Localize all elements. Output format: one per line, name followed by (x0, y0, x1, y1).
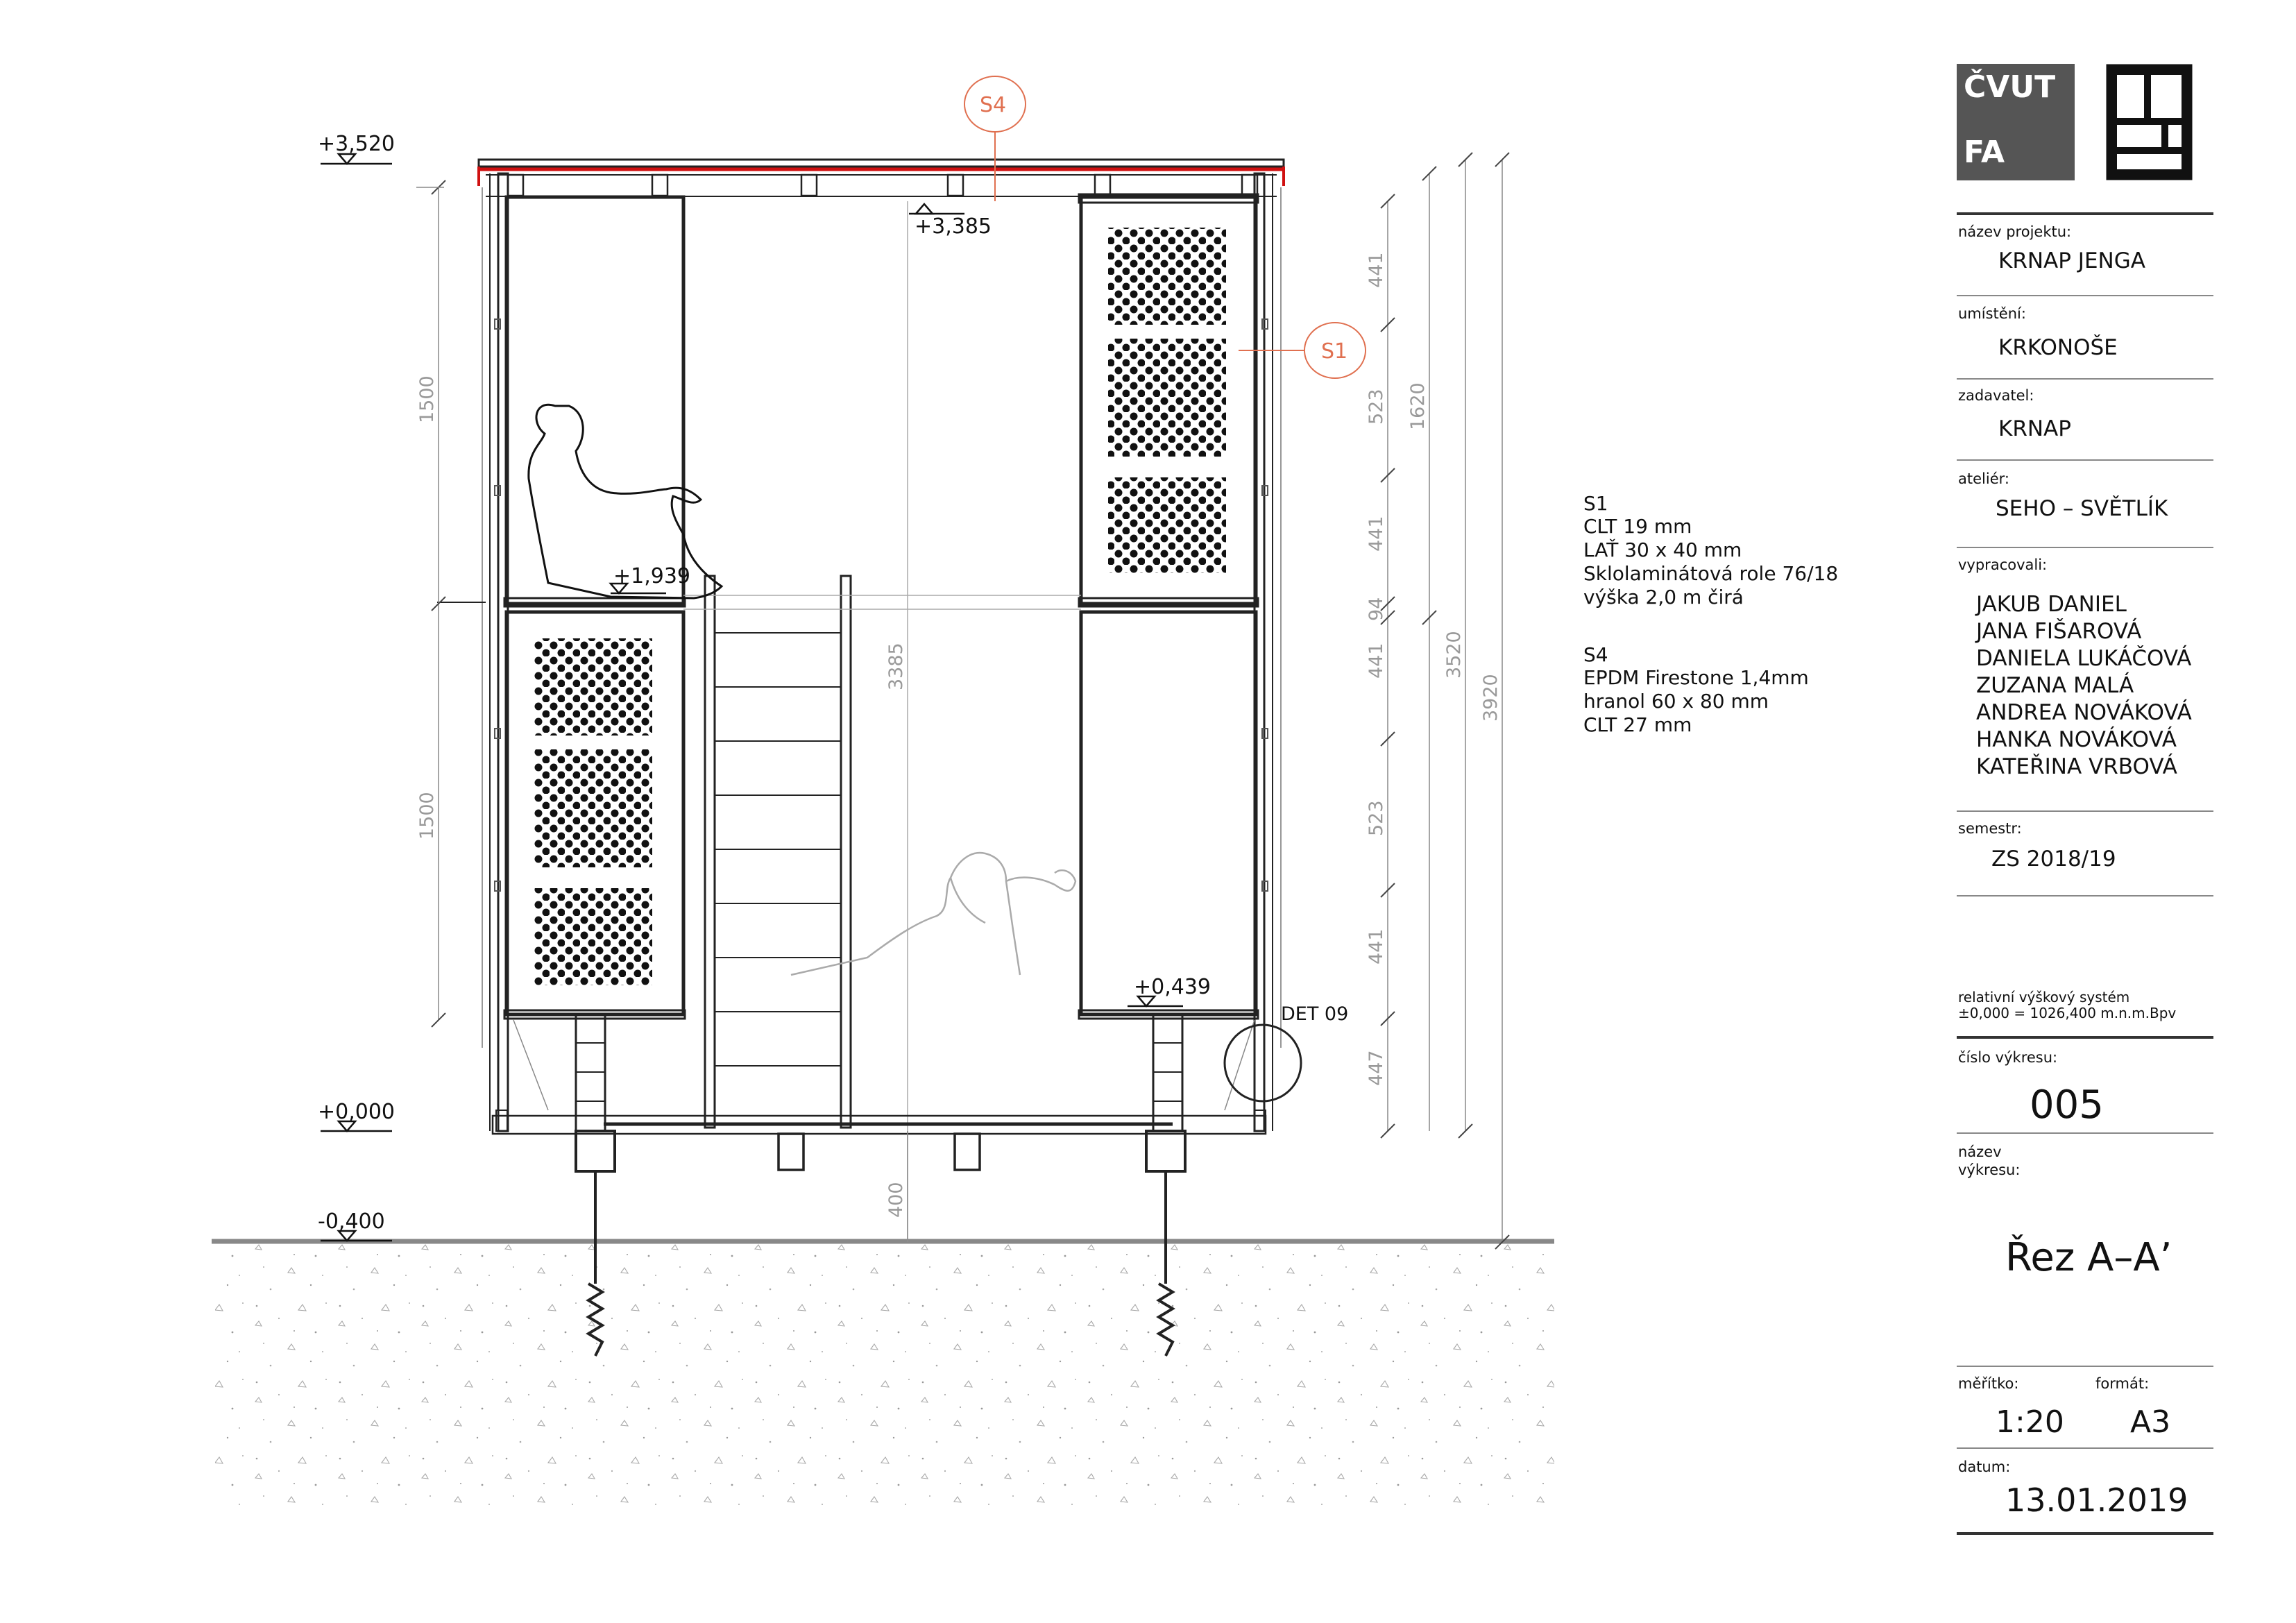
author: HANKA NOVÁKOVÁ (1976, 727, 2177, 752)
drawing-name-label-1: název (1958, 1144, 2002, 1160)
ladder (705, 576, 851, 1128)
level-top-label: +3,520 (318, 132, 396, 156)
dim-upper-left: 1500 (416, 375, 438, 423)
cvut-logo (1957, 64, 2075, 180)
legend-s1-line: CLT 19 mm (1583, 515, 1692, 538)
level-floor-label: +0,439 (1134, 975, 1211, 999)
studio: SEHO – SVĚTLÍK (1996, 496, 2168, 521)
project-label: název projektu: (1958, 223, 2072, 240)
location-label: umístění: (1958, 305, 2026, 322)
callout-s4-label: S4 (980, 93, 1007, 117)
legend (1583, 492, 1838, 736)
legend-s4-line: EPDM Firestone 1,4mm (1583, 666, 1809, 689)
semester-label: semestr: (1958, 820, 2022, 837)
legend-s4-line: CLT 27 mm (1583, 713, 1692, 736)
dim-a-5: 94 (1366, 597, 1387, 621)
authors-label: vypracovali: (1958, 556, 2048, 573)
client: KRNAP (1998, 416, 2071, 441)
project-name: KRNAP JENGA (1998, 248, 2145, 273)
height-system-line-2: ±0,000 = 1026,400 m.n.m.Bpv (1958, 1005, 2177, 1021)
scale: 1:20 (1996, 1404, 2064, 1440)
floor-structure (493, 1014, 1266, 1171)
logo-bottom-text: FA (1964, 135, 2005, 170)
semester: ZS 2018/19 (1991, 847, 2116, 872)
callout-s1-label: S1 (1321, 339, 1348, 364)
drawing-name-label-2: výkresu: (1958, 1162, 2021, 1178)
dim-total-inner: 3385 (885, 643, 907, 690)
legend-s1-line: Sklolaminátová role 76/18 (1583, 562, 1839, 585)
author: KATEŘINA VRBOVÁ (1976, 754, 2177, 779)
author: JAKUB DANIEL (1976, 592, 2127, 617)
person-lower-figure (791, 853, 1075, 975)
logo-top-text: ČVUT (1964, 69, 2056, 105)
legend-s1-line: výška 2,0 m čirá (1583, 586, 1744, 609)
format-label: formát: (2095, 1375, 2150, 1392)
height-system-line-1: relativní výškový systém (1958, 989, 2130, 1005)
author: JANA FIŠAROVÁ (1976, 619, 2142, 644)
detail-label: DET 09 (1281, 1003, 1349, 1025)
drawing-number: 005 (2030, 1082, 2104, 1128)
drawing-number-label: číslo výkresu: (1958, 1049, 2058, 1066)
level-mezzanine-label: +1,939 (613, 564, 691, 588)
fa-emblem-icon (2106, 64, 2193, 180)
level-zero-label: +0,000 (318, 1100, 396, 1124)
roof (479, 160, 1284, 196)
detail-circle[interactable] (1225, 1025, 1301, 1101)
client-label: zadavatel: (1958, 387, 2034, 404)
location: KRKONOŠE (1998, 335, 2118, 360)
dim-lower-left: 1500 (416, 792, 438, 840)
legend-s4-line: hranol 60 x 80 mm (1583, 690, 1769, 713)
dim-c: 1620 (1407, 382, 1429, 430)
scale-label: měřítko: (1958, 1375, 2019, 1392)
dim-a-2: 523 (1366, 389, 1387, 425)
dim-b-3: 441 (1366, 928, 1387, 965)
dim-a-4: 441 (1366, 643, 1387, 679)
dim-a-3: 441 (1366, 516, 1387, 552)
dim-b-2: 523 (1366, 800, 1387, 836)
legend-s1-line: LAŤ 30 x 40 mm (1583, 538, 1742, 561)
date: 13.01.2019 (2005, 1481, 2188, 1519)
date-label: datum: (1958, 1459, 2011, 1475)
legend-s1-code: S1 (1583, 492, 1608, 515)
author: DANIELA LUKÁČOVÁ (1976, 646, 2192, 671)
level-ceiling-label: +3,385 (915, 214, 992, 239)
dim-d: 3520 (1443, 631, 1465, 679)
authors-list (1976, 591, 2192, 781)
ground (212, 1241, 1554, 1513)
drawing-name: Řez A–A’ (2005, 1235, 2172, 1280)
author: ANDREA NOVÁKOVÁ (1976, 700, 2192, 725)
legend-s4-code: S4 (1583, 643, 1608, 666)
level-ground-label: -0,400 (318, 1209, 385, 1234)
format: A3 (2130, 1404, 2171, 1440)
dim-b-4: 447 (1366, 1050, 1387, 1086)
author: ZUZANA MALÁ (1976, 673, 2134, 698)
studio-label: ateliér: (1958, 470, 2009, 487)
dim-a-1: 441 (1366, 252, 1387, 288)
guide-lines (437, 201, 1081, 1242)
level-markers (321, 154, 1183, 1241)
dim-e: 3920 (1480, 674, 1502, 722)
dim-below: 400 (885, 1182, 907, 1218)
